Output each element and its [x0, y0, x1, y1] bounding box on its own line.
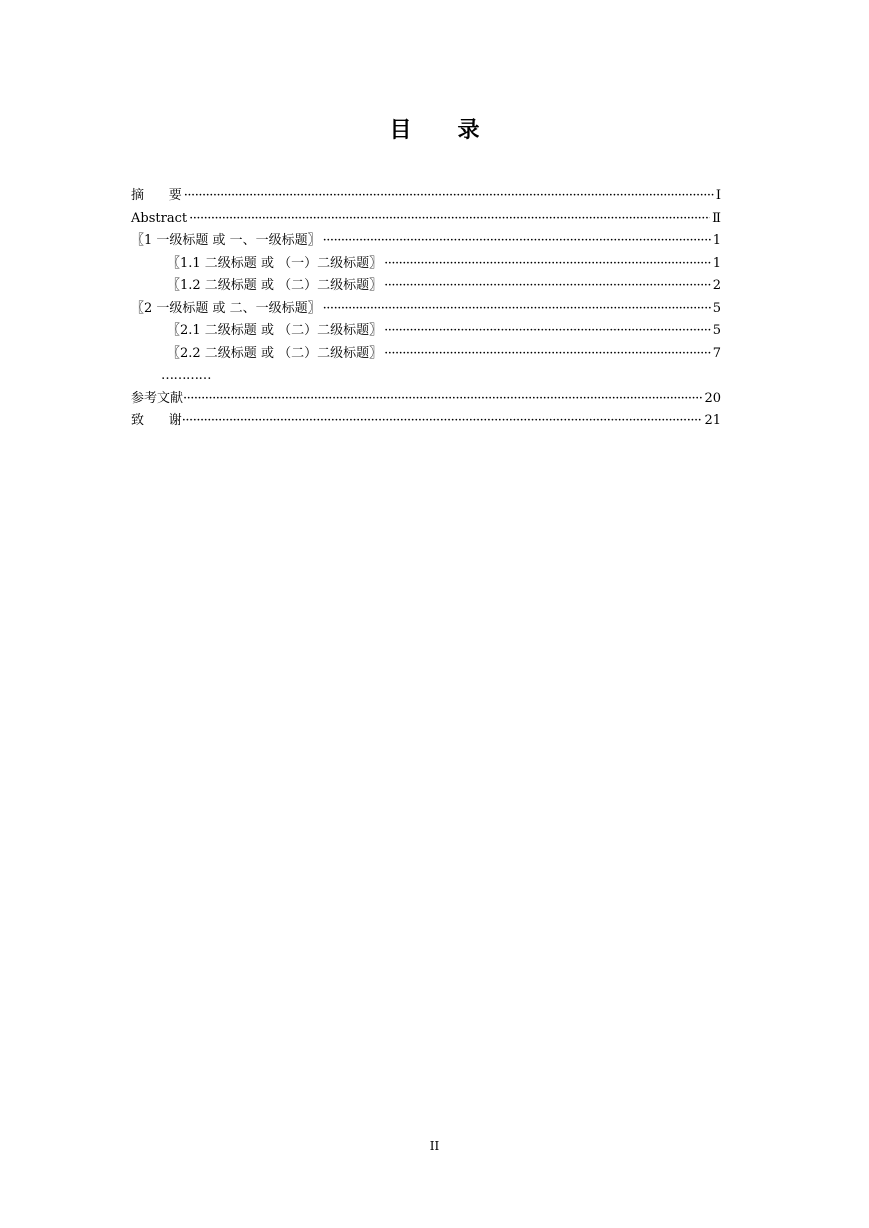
toc-entry-label: 〖1 一级标题 或 一、一级标题〗 — [131, 233, 321, 248]
toc-page-number: 2 — [712, 278, 721, 293]
toc-entry-label: 〖1.1 二级标题 或 （一）二级标题〗 — [167, 255, 383, 271]
toc-dot-leader — [384, 275, 711, 298]
toc-page-number: 5 — [712, 300, 721, 316]
toc-dot-leader — [384, 253, 711, 276]
toc-page-number: 20 — [704, 390, 721, 406]
toc-page-number: 21 — [704, 413, 721, 428]
toc-entry-label: 〖2 一级标题 或 二、一级标题〗 — [131, 300, 321, 316]
toc-entry-chapter-2[interactable] — [131, 298, 721, 321]
toc-ellipsis: ………… — [161, 368, 211, 383]
toc-entry-section-1-2[interactable] — [131, 275, 721, 298]
toc-page-number: Ⅰ — [715, 188, 721, 203]
toc-entry-section-1-1[interactable] — [131, 253, 721, 276]
page-number-footer: II — [429, 1139, 440, 1153]
toc-dot-leader — [384, 320, 711, 343]
toc-page-number: 5 — [712, 323, 721, 338]
toc-entry-label: 〖2.2 二级标题 或 （二）二级标题〗 — [167, 345, 383, 361]
toc-entry-label: 摘 要 — [131, 188, 182, 203]
toc-entry-label: 〖1.2 二级标题 或 （二）二级标题〗 — [167, 278, 383, 293]
toc-dot-leader — [184, 185, 714, 208]
toc-dot-leader — [183, 388, 702, 411]
toc-dot-leader — [189, 208, 710, 231]
toc-entry-references[interactable] — [131, 388, 721, 411]
toc-dot-leader — [384, 343, 711, 366]
toc-entry-label: Abstract — [131, 210, 188, 226]
toc-entry-abstract-cn[interactable] — [131, 185, 721, 208]
toc-entry-acknowledgements[interactable] — [131, 410, 721, 433]
toc-entry-label: 参考文献 — [131, 390, 184, 406]
toc-entry-section-2-2[interactable] — [131, 343, 721, 366]
toc-entry-chapter-1[interactable] — [131, 230, 721, 253]
page-title: 目 录 — [389, 118, 480, 143]
table-of-contents — [131, 185, 721, 433]
toc-entry-label: 致 谢 — [131, 413, 182, 428]
toc-page-number: 1 — [712, 255, 721, 271]
toc-entry-abstract-en[interactable] — [131, 208, 721, 231]
toc-page-number: Ⅱ — [712, 210, 721, 226]
toc-page-number: 1 — [712, 233, 721, 248]
toc-page-number: 7 — [712, 345, 721, 361]
toc-entry-label: 〖2.1 二级标题 或 （二）二级标题〗 — [167, 323, 383, 338]
toc-entry-section-2-1[interactable] — [131, 320, 721, 343]
toc-dot-leader — [323, 230, 711, 253]
toc-dot-leader — [323, 298, 711, 321]
toc-dot-leader — [182, 410, 703, 433]
